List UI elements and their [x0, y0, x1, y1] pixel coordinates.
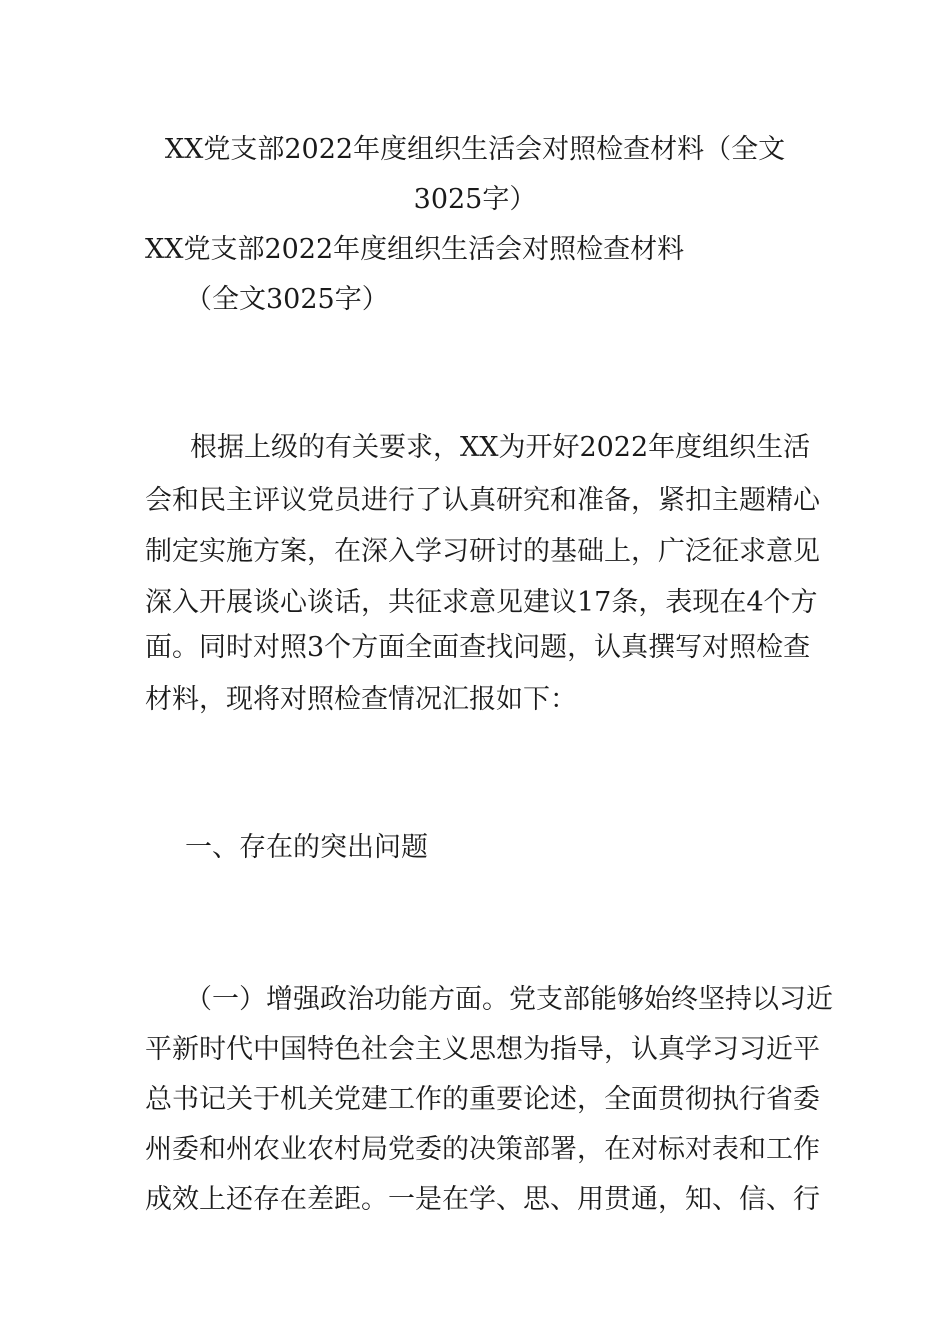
document-subtitle-line-1: XX党支部2022年度组织生活会对照检查材料 — [145, 234, 685, 265]
intro-paragraph-line: 材料，现将对照检查情况汇报如下： — [145, 684, 577, 715]
intro-paragraph-line: 深入开展谈心谈话，共征求意见建议17条，表现在4个方 — [145, 587, 818, 618]
intro-paragraph-line: 根据上级的有关要求，XX为开好2022年度组织生活 — [190, 432, 811, 463]
document-subtitle-line-2: （全文3025字） — [185, 284, 389, 315]
document-title-line-1: XX党支部2022年度组织生活会对照检查材料（全文 — [164, 134, 786, 165]
intro-paragraph-line: 会和民主评议党员进行了认真研究和准备，紧扣主题精心 — [145, 485, 820, 516]
section-paragraph-line: 成效上还存在差距。一是在学、思、用贯通，知、信、行 — [145, 1184, 820, 1215]
intro-paragraph-line: 制定实施方案，在深入学习研讨的基础上，广泛征求意见 — [145, 536, 820, 567]
document-title-line-2: 3025字） — [413, 184, 537, 215]
section-paragraph-line: 总书记关于机关党建工作的重要论述，全面贯彻执行省委 — [145, 1084, 820, 1115]
section-paragraph-line: （一）增强政治功能方面。党支部能够始终坚持以习近 — [185, 984, 833, 1015]
section-paragraph-line: 州委和州农业农村局党委的决策部署，在对标对表和工作 — [145, 1134, 820, 1165]
section-paragraph-line: 平新时代中国特色社会主义思想为指导，认真学习习近平 — [145, 1034, 820, 1065]
intro-paragraph-line: 面。同时对照3个方面全面查找问题，认真撰写对照检查 — [145, 632, 811, 663]
section-heading: 一、存在的突出问题 — [185, 832, 428, 863]
